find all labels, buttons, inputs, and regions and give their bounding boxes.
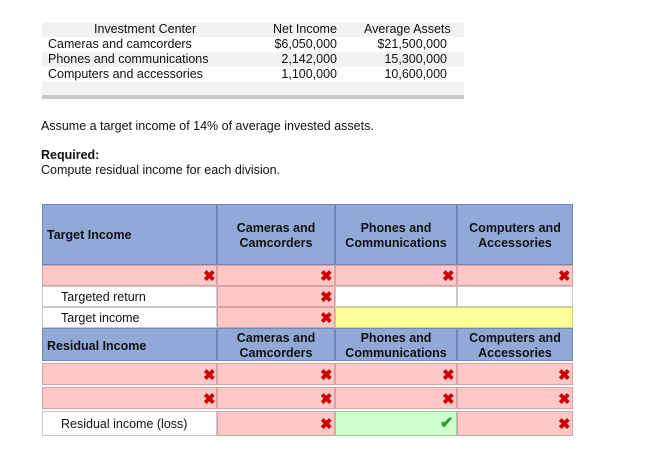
residual-row1-cameras-input[interactable] [217,363,335,385]
wrong-mark-icon: ✖ [558,268,571,285]
cameras-input[interactable] [217,265,335,286]
wrong-mark-icon: ✖ [442,367,455,384]
row-center: Cameras and camcorders [48,37,192,51]
table-header [42,22,464,37]
table-row [42,37,464,52]
residual-row1-desc-input[interactable] [42,363,217,385]
col-header-cameras-2-text [218,331,334,361]
row-net-income: 1,100,000 [281,67,337,81]
wrong-mark-icon: ✖ [558,416,571,433]
row-net-income: $6,050,000 [274,37,337,51]
residual-income-phones-input[interactable] [335,411,457,436]
residual-income-computers-input[interactable] [457,411,573,436]
target-income-cameras-input[interactable] [217,307,335,328]
target-income-header [42,204,217,265]
target-income-row-label: Target income [61,311,140,325]
answer-grid [42,204,573,438]
residual-row2-phones-input[interactable] [335,387,457,409]
row-net-income: 2,142,000 [281,52,337,66]
wrong-mark-icon: ✖ [320,268,333,285]
header-net-income: Net Income [273,22,337,36]
wrong-mark-icon: ✖ [320,416,333,433]
residual-row1-computers-input[interactable] [457,363,573,385]
assumption-text: Assume a target income of 14% of average invested assets. [41,119,374,133]
col-header-cameras [217,204,335,265]
target-income-phones-computers-input[interactable] [335,307,573,328]
wrong-mark-icon: ✖ [320,391,333,408]
header-investment-center: Investment Center [94,22,197,36]
row-center: Computers and accessories [48,67,203,81]
col-header-computers-2 [457,328,573,361]
targeted-return-phones-input[interactable] [335,286,457,307]
targeted-return-cameras-input[interactable] [217,286,335,307]
wrong-mark-icon: ✖ [320,310,333,327]
investment-center-table [42,22,464,99]
col-header-text: Cameras and Camcorders [236,221,316,250]
wrong-mark-icon: ✖ [320,289,333,306]
header-average-assets: Average Assets [364,22,451,36]
residual-row1-phones-input[interactable] [335,363,457,385]
target-income-label: Target Income [47,228,132,242]
col-header-cameras-text [218,221,334,251]
residual-income-label-cell [42,411,217,436]
wrong-mark-icon: ✖ [203,391,216,408]
residual-row2-cameras-input[interactable] [217,387,335,409]
target-income-label-cell [42,307,217,328]
col-header-text: Cameras and Camcorders [236,331,316,360]
target-income-desc-input[interactable] [42,265,217,286]
row-average-assets: 10,600,000 [384,67,447,81]
col-header-cameras-2 [217,328,335,361]
wrong-mark-icon: ✖ [203,367,216,384]
table-row [42,52,464,67]
wrong-mark-icon: ✖ [203,268,216,285]
residual-income-header [42,328,217,361]
residual-income-row-label: Residual income (loss) [61,417,188,431]
residual-row2-desc-input[interactable] [42,387,217,409]
targeted-return-computers-input[interactable] [457,286,573,307]
col-header-text: Computers and Accessories [469,221,561,250]
col-header-text: Computers and Accessories [469,331,561,360]
wrong-mark-icon: ✖ [442,391,455,408]
required-label: Required: [41,148,100,162]
wrong-mark-icon: ✖ [320,367,333,384]
row-average-assets: $21,500,000 [377,37,447,51]
table-row [42,67,464,82]
row-average-assets: 15,300,000 [384,52,447,66]
col-header-computers-2-text [458,331,572,361]
col-header-phones-text [336,221,456,251]
residual-income-label: Residual Income [47,339,147,353]
col-header-text: Phones and Communications [345,221,447,250]
targeted-return-label: Targeted return [61,290,146,304]
computers-input[interactable] [457,265,573,286]
col-header-phones-2 [335,328,457,361]
col-header-phones [335,204,457,265]
required-text: Compute residual income for each division. [41,163,281,177]
row-center: Phones and communications [48,52,209,66]
col-header-phones-2-text [336,331,456,361]
phones-input[interactable] [335,265,457,286]
col-header-computers [457,204,573,265]
residual-row2-computers-input[interactable] [457,387,573,409]
wrong-mark-icon: ✖ [558,391,571,408]
targeted-return-label-cell [42,286,217,307]
wrong-mark-icon: ✖ [558,367,571,384]
residual-income-cameras-input[interactable] [217,411,335,436]
col-header-text: Phones and Communications [345,331,447,360]
col-header-computers-text [458,221,572,251]
check-mark-icon: ✔ [440,415,454,432]
wrong-mark-icon: ✖ [442,268,455,285]
